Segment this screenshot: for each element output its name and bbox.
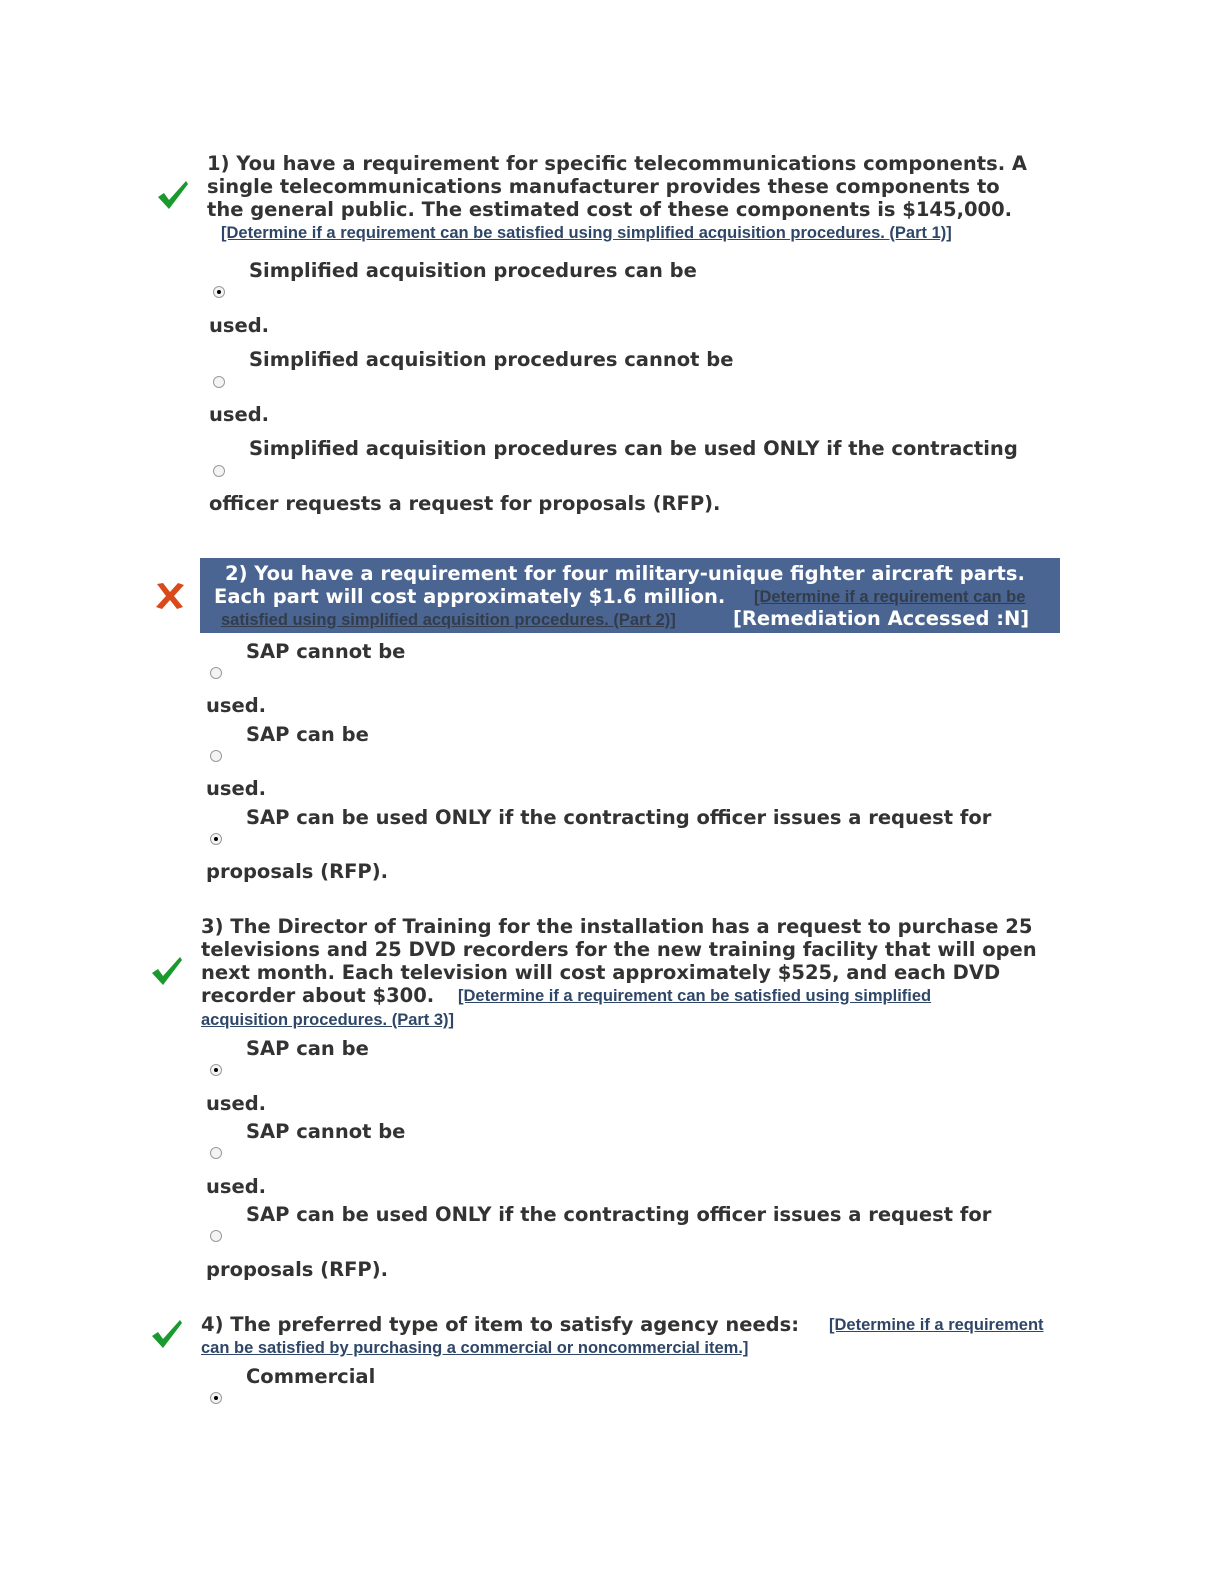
q2-option-1-radio[interactable] (210, 667, 222, 679)
q1-option-1-label: Simplified acquisition procedures can be (249, 259, 697, 282)
q2-option-2-label: SAP can be (246, 723, 369, 746)
q1-option-2-label-cont: used. (209, 403, 270, 426)
q2-option-3-label-cont: proposals (RFP). (206, 860, 389, 883)
q1-option-3-radio[interactable] (213, 465, 225, 477)
question-3-remediation-link-cont[interactable]: acquisition procedures. (Part 3)] (201, 1011, 455, 1029)
q3-option-3-label: SAP can be used ONLY if the contracting officer issues a request for (246, 1203, 992, 1226)
q2-option-3-radio[interactable] (210, 833, 222, 845)
question-3-remediation-link[interactable]: [Determine if a requirement can be satisfied using simplified (458, 987, 932, 1005)
q3-option-3-label-cont: proposals (RFP). (206, 1258, 389, 1281)
q1-option-3-label-cont: officer requests a request for proposals (RFP). (209, 492, 721, 515)
q2-option-2-radio[interactable] (210, 750, 222, 762)
q1-option-3-label: Simplified acquisition procedures can be used ONLY if the contracting (249, 437, 1018, 460)
q1-option-2-label: Simplified acquisition procedures cannot be (249, 348, 734, 371)
q3-option-1-label: SAP can be (246, 1037, 369, 1060)
question-4-remediation-link[interactable]: [Determine if a requirement (829, 1316, 1044, 1334)
q2-option-1-label-cont: used. (206, 694, 267, 717)
q2-option-2-label-cont: used. (206, 777, 267, 800)
q3-option-1-label-cont: used. (206, 1092, 267, 1115)
question-2-text-line2: Each part will cost approximately $1.6 million. (214, 585, 726, 608)
q3-option-3-radio[interactable] (210, 1230, 222, 1242)
correct-check-icon (156, 178, 190, 212)
correct-check-icon (150, 954, 184, 988)
incorrect-x-icon (154, 580, 186, 612)
question-2-text-line1: 2) You have a requirement for four military-unique fighter aircraft parts. (225, 562, 1025, 585)
q2-option-1-label: SAP cannot be (246, 640, 406, 663)
question-1-remediation-link[interactable]: [Determine if a requirement can be satisfied using simplified acquisition procedures. (Part 1)] (221, 224, 952, 242)
q2-option-3-label: SAP can be used ONLY if the contracting officer issues a request for (246, 806, 992, 829)
question-1-text: 1) You have a requirement for specific telecommunications components. A single telecommunications manufacturer provides these components to the general public. The estimated cost of these components is $145,000. (207, 152, 1027, 221)
q1-option-1-label-cont: used. (209, 314, 270, 337)
question-2-remediation-link[interactable]: [Determine if a requirement can be (754, 588, 1026, 606)
question-2-remediation-link-cont[interactable]: satisfied using simplified acquisition procedures. (Part 2)] (221, 611, 676, 629)
question-4-text: 4) The preferred type of item to satisfy agency needs: (201, 1313, 800, 1336)
q1-option-2-radio[interactable] (213, 376, 225, 388)
question-2-banner (200, 558, 1060, 633)
q4-option-1-label: Commercial (246, 1365, 376, 1388)
q3-option-2-label: SAP cannot be (246, 1120, 406, 1143)
q3-option-2-label-cont: used. (206, 1175, 267, 1198)
question-3-text: 3) The Director of Training for the installation has a request to purchase 25 televisions and 25 DVD recorders for the new training facility that will open next month. Each television will cost approximately $525, and each DVD recorder about $300. (201, 915, 1037, 1007)
remediation-status: [Remediation Accessed :N] (733, 607, 1030, 630)
question-4-remediation-link-cont[interactable]: can be satisfied by purchasing a commercial or noncommercial item.] (201, 1339, 749, 1357)
q3-option-2-radio[interactable] (210, 1147, 222, 1159)
q4-option-1-radio[interactable] (210, 1392, 222, 1404)
correct-check-icon (150, 1317, 184, 1351)
q3-option-1-radio[interactable] (210, 1064, 222, 1076)
q1-option-1-radio[interactable] (213, 286, 225, 298)
